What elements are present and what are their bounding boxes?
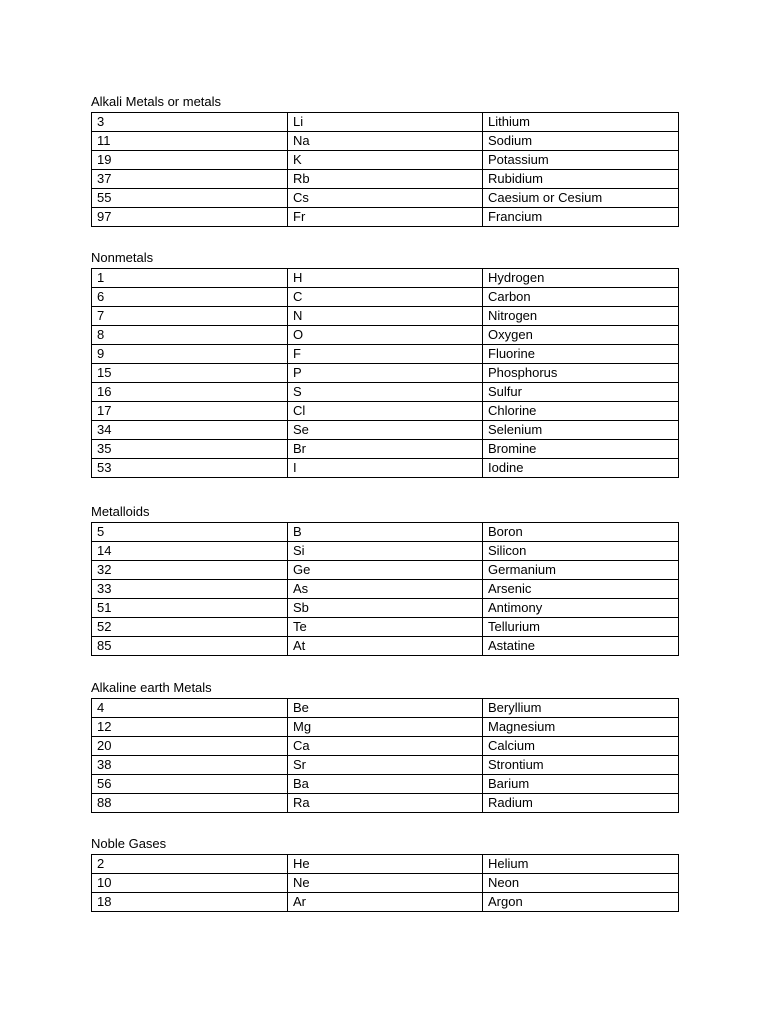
symbol-cell: K [288, 151, 483, 170]
element-name-cell: Rubidium [483, 170, 679, 189]
element-table [91, 112, 679, 227]
element-name-cell: Silicon [483, 542, 679, 561]
table-row [92, 599, 679, 618]
table-row [92, 874, 679, 893]
table-row [92, 288, 679, 307]
atomic-number-cell: 33 [92, 580, 288, 599]
element-name-cell: Calcium [483, 737, 679, 756]
element-table [91, 698, 679, 813]
section-metalloids [91, 504, 678, 656]
symbol-cell: Ne [288, 874, 483, 893]
table-row [92, 580, 679, 599]
table-row [92, 170, 679, 189]
element-name-cell: Chlorine [483, 402, 679, 421]
section-title: Alkali Metals or metals [91, 94, 222, 109]
atomic-number-cell: 34 [92, 421, 288, 440]
element-name-cell: Magnesium [483, 718, 679, 737]
symbol-cell: Ar [288, 893, 483, 912]
table-row [92, 523, 679, 542]
table-row [92, 440, 679, 459]
symbol-cell: B [288, 523, 483, 542]
symbol-cell: Mg [288, 718, 483, 737]
symbol-cell: Rb [288, 170, 483, 189]
symbol-cell: Ra [288, 794, 483, 813]
element-name-cell: Lithium [483, 113, 679, 132]
atomic-number-cell: 32 [92, 561, 288, 580]
symbol-cell: He [288, 855, 483, 874]
symbol-cell: Fr [288, 208, 483, 227]
table-row [92, 561, 679, 580]
atomic-number-cell: 14 [92, 542, 288, 561]
table-row [92, 699, 679, 718]
element-name-cell: Radium [483, 794, 679, 813]
symbol-cell: Sb [288, 599, 483, 618]
table-row [92, 383, 679, 402]
atomic-number-cell: 2 [92, 855, 288, 874]
atomic-number-cell: 18 [92, 893, 288, 912]
element-name-cell: Neon [483, 874, 679, 893]
atomic-number-cell: 5 [92, 523, 288, 542]
symbol-cell: O [288, 326, 483, 345]
atomic-number-cell: 3 [92, 113, 288, 132]
symbol-cell: Cs [288, 189, 483, 208]
atomic-number-cell: 20 [92, 737, 288, 756]
element-name-cell: Phosphorus [483, 364, 679, 383]
element-name-cell: Bromine [483, 440, 679, 459]
table-row [92, 307, 679, 326]
element-name-cell: Astatine [483, 637, 679, 656]
section-title: Metalloids [91, 504, 150, 519]
atomic-number-cell: 88 [92, 794, 288, 813]
table-row [92, 113, 679, 132]
symbol-cell: H [288, 269, 483, 288]
table-row [92, 756, 679, 775]
symbol-cell: Li [288, 113, 483, 132]
atomic-number-cell: 97 [92, 208, 288, 227]
symbol-cell: S [288, 383, 483, 402]
table-row [92, 151, 679, 170]
element-table [91, 268, 679, 478]
table-row [92, 618, 679, 637]
element-name-cell: Barium [483, 775, 679, 794]
table-row [92, 794, 679, 813]
symbol-cell: Be [288, 699, 483, 718]
symbol-cell: I [288, 459, 483, 478]
atomic-number-cell: 52 [92, 618, 288, 637]
atomic-number-cell: 8 [92, 326, 288, 345]
table-row [92, 459, 679, 478]
atomic-number-cell: 7 [92, 307, 288, 326]
symbol-cell: At [288, 637, 483, 656]
element-name-cell: Carbon [483, 288, 679, 307]
element-name-cell: Tellurium [483, 618, 679, 637]
atomic-number-cell: 35 [92, 440, 288, 459]
atomic-number-cell: 11 [92, 132, 288, 151]
atomic-number-cell: 12 [92, 718, 288, 737]
atomic-number-cell: 19 [92, 151, 288, 170]
table-row [92, 208, 679, 227]
atomic-number-cell: 6 [92, 288, 288, 307]
table-row [92, 364, 679, 383]
atomic-number-cell: 55 [92, 189, 288, 208]
atomic-number-cell: 17 [92, 402, 288, 421]
symbol-cell: Si [288, 542, 483, 561]
element-name-cell: Beryllium [483, 699, 679, 718]
symbol-cell: Te [288, 618, 483, 637]
symbol-cell: C [288, 288, 483, 307]
atomic-number-cell: 56 [92, 775, 288, 794]
element-name-cell: Arsenic [483, 580, 679, 599]
element-name-cell: Francium [483, 208, 679, 227]
atomic-number-cell: 16 [92, 383, 288, 402]
element-name-cell: Fluorine [483, 345, 679, 364]
table-row [92, 326, 679, 345]
atomic-number-cell: 53 [92, 459, 288, 478]
element-name-cell: Antimony [483, 599, 679, 618]
section-title: Noble Gases [91, 836, 167, 851]
element-name-cell: Caesium or Cesium [483, 189, 679, 208]
element-name-cell: Potassium [483, 151, 679, 170]
element-name-cell: Germanium [483, 561, 679, 580]
atomic-number-cell: 1 [92, 269, 288, 288]
table-row [92, 345, 679, 364]
element-name-cell: Iodine [483, 459, 679, 478]
symbol-cell: Cl [288, 402, 483, 421]
element-name-cell: Boron [483, 523, 679, 542]
section-nonmetals [91, 250, 678, 478]
table-row [92, 893, 679, 912]
section-title: Alkaline earth Metals [91, 680, 212, 695]
symbol-cell: P [288, 364, 483, 383]
element-table [91, 854, 679, 912]
element-name-cell: Nitrogen [483, 307, 679, 326]
element-name-cell: Helium [483, 855, 679, 874]
atomic-number-cell: 10 [92, 874, 288, 893]
section-alkaline-earth-metals [91, 680, 678, 813]
symbol-cell: Br [288, 440, 483, 459]
table-row [92, 542, 679, 561]
table-row [92, 637, 679, 656]
table-row [92, 718, 679, 737]
element-table [91, 522, 679, 656]
table-row [92, 775, 679, 794]
section-alkali-metals [91, 94, 678, 227]
atomic-number-cell: 4 [92, 699, 288, 718]
section-noble-gases [91, 836, 678, 912]
element-name-cell: Hydrogen [483, 269, 679, 288]
element-name-cell: Sodium [483, 132, 679, 151]
atomic-number-cell: 85 [92, 637, 288, 656]
table-row [92, 132, 679, 151]
element-name-cell: Strontium [483, 756, 679, 775]
symbol-cell: Se [288, 421, 483, 440]
symbol-cell: Ba [288, 775, 483, 794]
table-row [92, 421, 679, 440]
symbol-cell: F [288, 345, 483, 364]
element-name-cell: Oxygen [483, 326, 679, 345]
atomic-number-cell: 15 [92, 364, 288, 383]
table-row [92, 737, 679, 756]
element-name-cell: Argon [483, 893, 679, 912]
table-row [92, 269, 679, 288]
element-name-cell: Selenium [483, 421, 679, 440]
atomic-number-cell: 38 [92, 756, 288, 775]
atomic-number-cell: 51 [92, 599, 288, 618]
symbol-cell: N [288, 307, 483, 326]
symbol-cell: Sr [288, 756, 483, 775]
atomic-number-cell: 9 [92, 345, 288, 364]
section-title: Nonmetals [91, 250, 154, 265]
table-row [92, 402, 679, 421]
symbol-cell: As [288, 580, 483, 599]
symbol-cell: Na [288, 132, 483, 151]
symbol-cell: Ca [288, 737, 483, 756]
atomic-number-cell: 37 [92, 170, 288, 189]
table-row [92, 189, 679, 208]
element-name-cell: Sulfur [483, 383, 679, 402]
table-row [92, 855, 679, 874]
symbol-cell: Ge [288, 561, 483, 580]
